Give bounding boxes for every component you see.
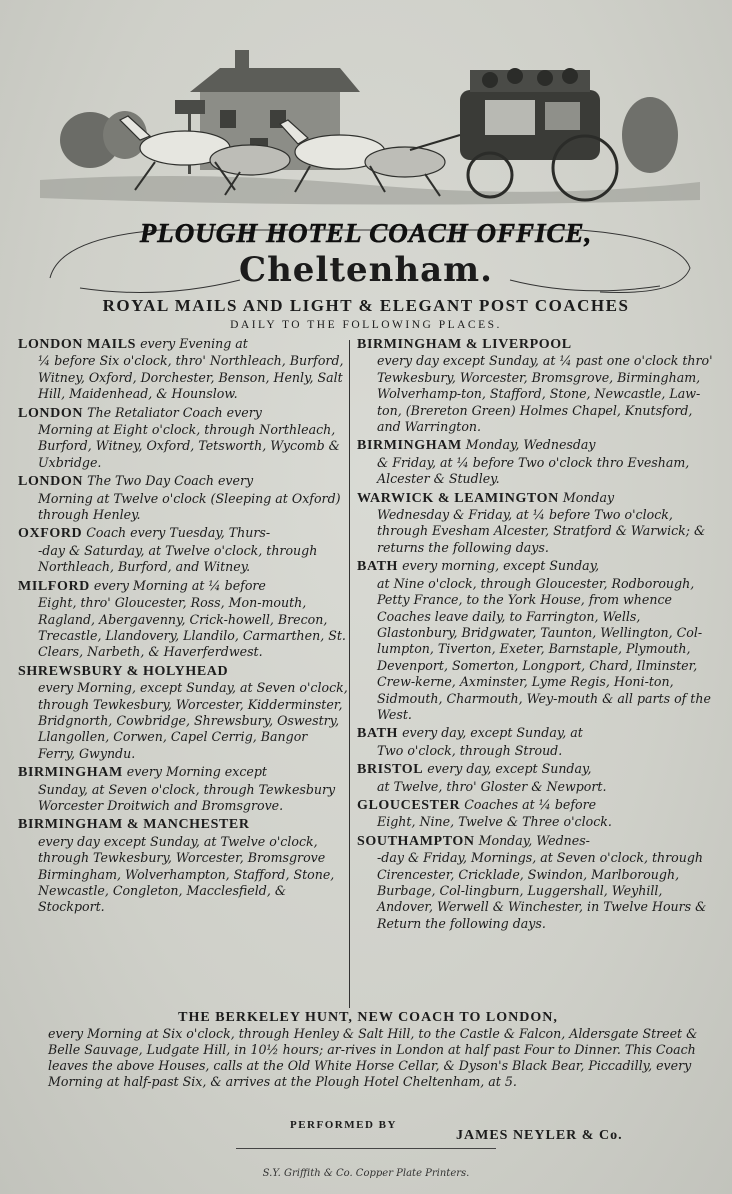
route-heading: BIRMINGHAM & LIVERPOOL (357, 337, 572, 352)
route-text: Wednesday & Friday, at ¼ before Two o'clock, through Evesham Alcester, Stratford & Warwick; & returns the following days. (377, 507, 706, 555)
route-lead: every Evening at (140, 336, 248, 351)
route-text: -day & Friday, Mornings, at Seven o'clock, through Cirencester, Cricklade, Swindon, Marlborough, Burbage, Col-lingburn, Luggershall, Weyhill, Andover, Werwell & Winchester, in Twelve Hours & Return the following days. (377, 850, 707, 931)
route-heading: OXFORD (18, 526, 83, 542)
route-text: at Nine o'clock, through Gloucester, Rodborough, Petty France, to the York House, from whence Coaches leave daily, to Farrington, Wells, Glastonbury, Bridgwater, Taunton, Wellington, Col-lumpton, Tiverton, Exeter, Barnstaple, Plymouth, Devenport, Somerton, Longport, Chard, Ilminster, Crew-kerne, Axminster, Lyme Regis, Honi-ton, Sidmouth, Charmouth, Wey-mouth & all parts of the West. (377, 575, 711, 722)
route-entry (18, 473, 348, 523)
column-divider (349, 340, 350, 1008)
route-entry (357, 833, 715, 932)
route-heading: SOUTHAMPTON (357, 833, 475, 849)
route-text: & Friday, at ¼ before Two o'clock thro Evesham, Alcester & Studley. (377, 454, 690, 487)
right-column (357, 336, 715, 934)
route-text: Sunday, at Seven o'clock, through Tewkesbury Worcester Droitwich and Bromsgrove. (38, 781, 336, 813)
route-lead: Monday (562, 489, 615, 505)
proprietor: JAMES NEYLER & Co. (456, 1128, 623, 1143)
header-town: Cheltenham. (239, 250, 493, 290)
route-heading: GLOUCESTER (357, 797, 461, 813)
notice-text: every Morning at Six o'clock, through Henley & Salt Hill, to the Castle & Falcon, Aldersgate Street & Belle Sauvage, Ludgate Hill, in 10½ hours; ar-rives in London at half past Four to Dinner. This Coach leaves the above Houses, calls at the Old White Horse Cellar, & Dyson's Black Bear, Piccadilly, every Morning at half-past Six, & arrives at the Plough Hotel Cheltenham, at 5. (48, 1026, 698, 1089)
route-lead: Coaches at ¼ before (464, 796, 597, 812)
route-entry (357, 725, 715, 759)
route-entry (18, 525, 348, 575)
route-heading: BATH (357, 726, 399, 742)
route-heading: LONDON MAILS (18, 337, 137, 352)
route-heading: LONDON (18, 405, 84, 421)
route-lead: every Morning at ¼ before (93, 577, 266, 593)
berkeley-hunt-notice (28, 1010, 708, 1090)
route-heading: MILFORD (18, 578, 90, 594)
route-text: every day except Sunday, at ¼ past one o'clock thro' Tewkesbury, Worcester, Bromsgrove, Birmingham, Wolverhamp-ton, Stafford, Stone, Newcastle, Law-ton, (Brereton Green) Holmes Chapel, Knutsford, and Warrington. (377, 353, 713, 435)
route-lead: Monday, Wednesday (465, 437, 596, 453)
route-text: Eight, thro' Gloucester, Ross, Mon-mouth, Ragland, Abergavenny, Crick-howell, Brecon, Trecastle, Llandovery, Llandilo, Carmarthen, St. Clears, Narbeth, & Haverferdwest. (38, 595, 346, 660)
header-title: PLOUGH HOTEL COACH OFFICE, (139, 218, 593, 248)
route-lead: every day, except Sunday, (427, 761, 592, 777)
performed-by: PERFORMED BY (290, 1119, 397, 1131)
route-heading: BIRMINGHAM & MANCHESTER (18, 817, 250, 833)
route-entry (357, 490, 715, 557)
route-entry (357, 761, 715, 795)
route-text: every Morning, except Sunday, at Seven o'clock, through Tewkesbury, Worcester, Kidderminster, Bridgnorth, Cowbridge, Shrewsbury, Oswestry, Llangollen, Corwen, Capel Cerrig, Bangor Ferry, Gwyndu. (38, 680, 348, 761)
route-entry (18, 336, 348, 403)
route-text: Two o'clock, through Stroud. (377, 742, 563, 758)
route-heading: LONDON (18, 474, 84, 490)
route-text: Morning at Eight o'clock, through Northleach, Burford, Witney, Oxford, Tetsworth, Wycomb & Uxbridge. (38, 422, 340, 470)
route-entry (18, 663, 348, 762)
route-entry (357, 437, 715, 487)
route-lead: every morning, except Sunday, (402, 558, 600, 574)
route-entry (357, 336, 715, 435)
route-entry (357, 558, 715, 723)
left-column (18, 336, 348, 918)
route-heading: WARWICK & LEAMINGTON (357, 490, 559, 506)
route-heading: BATH (357, 559, 399, 575)
route-entry (18, 578, 348, 661)
printer-credit: S.Y. Griffith & Co. Copper Plate Printers. (262, 1168, 470, 1179)
route-heading: SHREWSBURY & HOLYHEAD (18, 663, 229, 679)
route-lead: every Morning except (126, 764, 267, 780)
route-text: at Twelve, thro' Gloster & Newport. (377, 778, 607, 794)
route-text: -day & Saturday, at Twelve o'clock, through Northleach, Burford, and Witney. (38, 542, 318, 575)
route-lead: every day, except Sunday, at (402, 725, 583, 741)
route-entry (18, 405, 348, 472)
notice-heading: THE BERKELEY HUNT, NEW COACH TO LONDON, (178, 1010, 558, 1025)
route-text: Morning at Twelve o'clock (Sleeping at Oxford) through Henley. (38, 490, 341, 523)
route-heading: BRISTOL (357, 762, 424, 778)
route-lead: The Retaliator Coach every (87, 404, 262, 420)
footer-rule (236, 1148, 496, 1149)
route-heading: BIRMINGHAM (18, 765, 123, 781)
route-entry (18, 764, 348, 814)
route-entry (357, 797, 715, 831)
header-subtitle: ROYAL MAILS AND LIGHT & ELEGANT POST COACHES (102, 296, 630, 315)
route-text: Eight, Nine, Twelve & Three o'clock. (377, 814, 612, 830)
header-subtitle-2: DAILY TO THE FOLLOWING PLACES. (230, 319, 502, 331)
route-entry (18, 816, 348, 915)
route-text: every day except Sunday, at Twelve o'clock, through Tewkesbury, Worcester, Bromsgrove Birmingham, Wolverhampton, Stafford, Stone, Newcastle, Congleton, Macclesfield, & Stockport. (38, 833, 335, 915)
route-lead: Coach every Tuesday, Thurs- (86, 525, 271, 541)
route-text: ¼ before Six o'clock, thro' Northleach, Burford, Witney, Oxford, Dorchester, Benson, Henly, Salt Hill, Maidenhead, & Hounslow. (38, 353, 344, 402)
route-lead: Monday, Wednes- (478, 832, 590, 848)
route-lead: The Two Day Coach every (87, 473, 254, 489)
coach-engraving (40, 40, 700, 210)
route-heading: BIRMINGHAM (357, 438, 462, 454)
